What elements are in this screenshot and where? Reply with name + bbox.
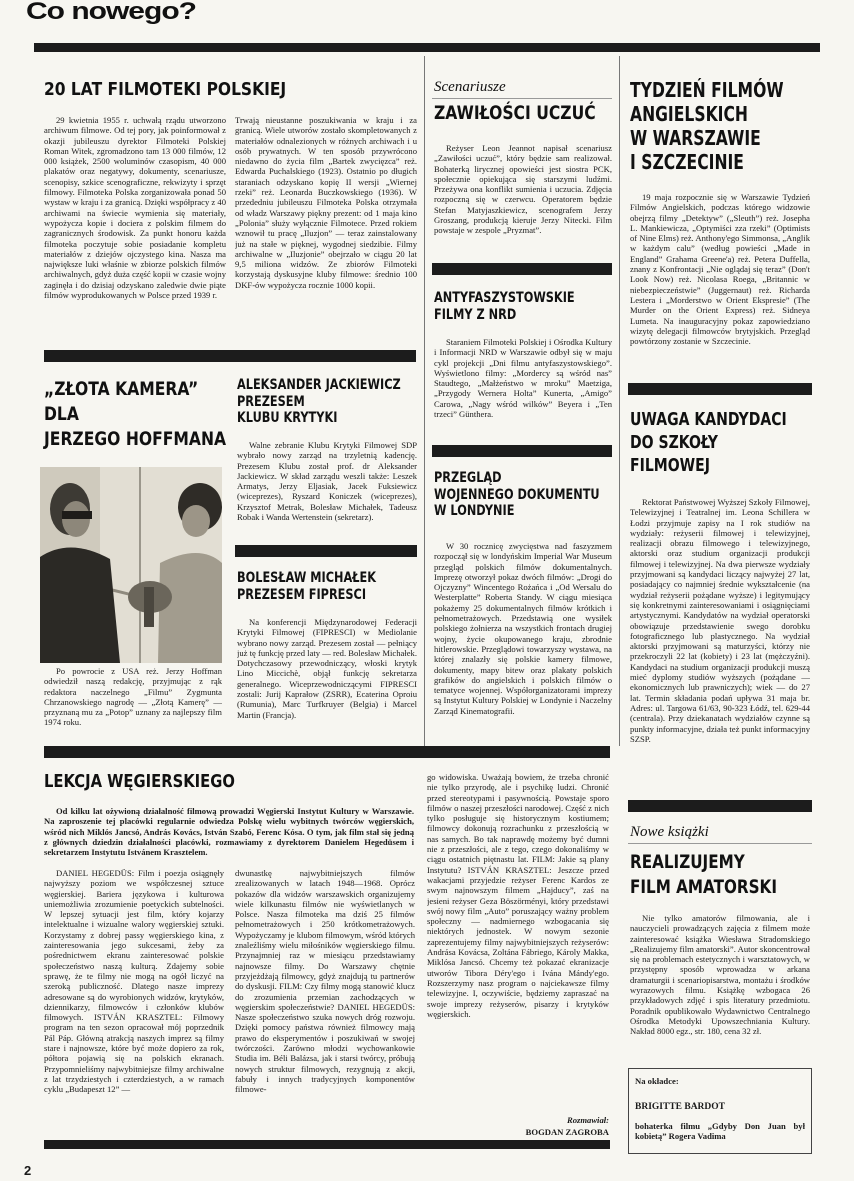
lekcja-text-col1: DANIEL HEGEDÜS: Film i poezja osiągnęły najwyższy poziom we współczesnej sztuce węgierskiej. Bariera językowa i kulturowa uniemożliwia zrozumienie poetyckich subtelności. W lepszej sytuacji jest film, który kojarzy intelektualne i wizualne walory węgierskiej sztuki. Korzystamy z dobrej passy węgierskiego kina, z zainteresowania jego sukcesami, żeby za pośrednictwem ekranu zainteresować polskie społeczeństwo naszą kulturą. Zdajemy sobie sprawę, że te filmy nie mogą na ogół liczyć na szeroką publiczność. Dlatego nasze imprezy adresowane są do wyrobionych widzów, krytyków, dziennikarzy, filmowców i członków klubów filmowych. ISTVÁN KRASZTEL: Filmowy program na ten sezon opracował mój poprzednik Pál Páp. Główną atrakcją naszych imprez są filmy stare i najnowsze, które być może dopiero za rok, półtora pojawią się na polskich ekranach. Przypomnieliśmy najwybitniejsze filmy archiwalne z lat trzydziestych i czterdziestych, a w ramach cyklu „Budapeszt 12” — [44,868,224,1095]
ksiazki-headline: REALIZUJEMY FILM AMATORSKI [630,851,777,898]
michalek-headline: BOLESŁAW MICHAŁEK PREZESEM FIPRESCI [237,570,376,603]
page-number: 2 [24,1163,32,1178]
michalek-text: Na konferencji Międzynarodowej Federacji Krytyki Filmowej (FIPRESCI) w Mediolanie wybrano nowy zarząd. Prezesem został — pełniący już tę funkcję przed laty — red. Bolesław Michałek. Dotychczasowy przewodniczący, włoski krytyk Lino Miccichè, objął funkcję sekretarza generalnego. Wiceprzewodniczącymi FIPRESCI zostali: Jurij Kaprałow (ZSRR), Ecaterina Oproiu (Rumunia), Marc Turfkruyer (Belgia) i Marcel Martin (Francja). [237,617,417,720]
filmoteka-headline: 20 LAT FILMOTEKI POLSKIEJ [44,79,287,100]
lekcja-lead: Od kilku lat ożywioną działalność filmową prowadzi Węgierski Instytut Kultury w Warszawie. Na zaproszenie tej placówki regularnie odwiedza Polskę wielu wybitnych twórców węgierskich, wśród nich Miklós Jancsó, András Kovács, István Szabó, Ferenc Kósa. O tym, jak film stał się jedną z głównych dziedzin działalności placówki, rozmawiamy z dyrektorem Danielem Hegedüsem i sekretarzem Instytutu Istvánem Krasztelem. [44,806,414,858]
londyn-headline: PRZEGLĄD WOJENNEGO DOKUMENTU W LONDYNIE [434,470,600,520]
angielskie-headline: TYDZIEŃ FILMÓW ANGIELSKICH W WARSZAWIE I SZCZECINIE [630,78,784,174]
lekcja-text-col3: go widowiska. Uważają bowiem, że trzeba chronić nie tylko przyrodę, ale i psychikę ludzi. Chronić przed stereotypami i pasywnością. Powstaje sporo filmów o naszej przeszłości narodowej. Część z nich tylko posługuje się historycznym kostiumem; filmowcy dokonują rozrachunku z przeszłością w nas samych. Bo tak naprawdę możemy być dumni nie z przeszłości, ale z tego, czego dokonaliśmy w ciągu ostatnich piętnastu lat. FILM: Jakie są plany Instytutu? ISTVÁN KRASZTEL: Jeszcze przed wakacjami przyjedzie reżyser Ferenc Kardos ze swym najnowszym filmem „Hajducy”, zaś na jesieni reżyser Geza Böszörményi, który przedstawi swój nowy film „Auto” poruszający ważny problem społeczny — nadmiernego wzbogacania się niektórych jednostek. W nowym sezonie zaprezentujemy filmy najwybitniejszych reżyserów: Andrása Kovácsa, Zoltána Fábriego, Károly Makka, Miklósa Jancsó. Chcemy też pokazać ekranizacje utworów Tibora Déry'ego i Ivána Mándy'ego. Rozszerzymy nasz program o najciekawsze filmy telewizyjne. I, oczywiście, będziemy zapraszać na swoje imprezy reżyserów, pisarzy i krytyków węgierskich. [427,772,609,1019]
cover-label: Na okładce: [635,1076,679,1086]
section-bar [628,800,812,812]
londyn-text: W 30 rocznicę zwycięstwa nad faszyzmem rozpoczął się w londyńskim Imperial War Museum przegląd polskich filmów dokumentalnych. Imprezę otworzył pokaz dwóch filmów: „Drogi do Ojczyzny” Wincentego Rożańca i „Od Wersalu do Westerplatte” Roberta Standy. W ciągu miesiąca pokażemy 25 dokumentalnych filmów krótkich i pełnometrażowych. Przedstawią one wysiłek polskiego żołnierza na wszystkich frontach drugiej wojny, życie okupowanego kraju, zbrodnie hitlerowskie. Przeglądowi towarzyszy wystawa, na której znalazły się polskie kamery filmowe, dokumenty, mapy bitew oraz plakaty polskich grafików do angielskich i polskich filmów o tematyce wojennej. Współorganizatorami imprezy są Instytut Kultury Polskiej w Londynie i Naczelny Zarząd Kinematografii. [434,541,612,716]
scenariusze-kicker: Scenariusze [434,79,506,95]
nrd-headline: ANTYFASZYSTOWSKIE FILMY Z NRD [434,290,575,323]
kicker-rule [628,843,812,844]
cover-name: BRIGITTE BARDOT [635,1102,726,1112]
lekcja-headline: LEKCJA WĘGIERSKIEGO [44,771,235,792]
cover-desc: bohaterka filmu „Gdyby Don Juan był kobietą” Rogera Vadima [635,1121,805,1142]
column-divider [424,56,425,746]
kamera-headline: „ZŁOTA KAMERA” DLA JERZEGO HOFFMANA [44,378,227,450]
photo-illustration [40,467,222,663]
filmoteka-text-col1: 29 kwietnia 1955 r. uchwałą rządu utworzono archiwum filmowe. Od tej pory, jak poinformował z okazji jubileuszu dyrektor Filmoteki Polskiej Roman Witek, zgromadzono tam 13 000 filmów, 12 000 książek, 2500 woluminów czasopism, 40 000 plakatów oraz negatywy, dokumenty, scenariusze, scenopisy, szkice scenograficzne, rekwizyty i sprzęt filmowy. Filmoteka Polska zorganizowała ponad 50 wystaw w kraju i za granicą. Dzięki współpracy z 40 archiwami na świecie wymienia się materiały, wypożycza kopie i dociera z polskim filmem do zagranicznych środowisk. Za punkt honoru każda filmoteka poczytuje sobie posiadanie kompletu materiałów z dziejów ojczystego kina. Nasza ma największe luki właśnie w zbiorze polskich filmów archiwalnych, gdyż duża część kopii w czasie wojny zaginęła i do dzisiaj odzyskano zaledwie dwie piąte filmów wyprodukowanych w Polsce przed 1939 r. [44,115,226,301]
column-divider [619,56,620,746]
section-bar [628,383,812,395]
kandydaci-headline: UWAGA KANDYDACI DO SZKOŁY FILMOWEJ [630,409,787,476]
hoffman-award-photo [40,467,222,663]
section-bar [432,445,612,457]
section-bar [44,350,416,362]
jackiewicz-headline: ALEKSANDER JACKIEWICZ PREZESEM KLUBU KRYTYKI [237,377,401,427]
section-bar [235,545,417,557]
lekcja-author: BOGDAN ZAGROBA [525,1127,609,1137]
cover-info-box [628,1068,812,1154]
jackiewicz-text: Walne zebranie Klubu Krytyki Filmowej SDP wybrało nowy zarząd na trzyletnią kadencję. Prezesem Klubu został prof. dr Aleksander Jackiewicz. W skład zarządu weszli także: Leszek Armatys, Jerzy Eljasiak, Jacek Fuksiewicz (wiceprezes), Ryszard Koniczek (wiceprezes), Krzysztof Metrak, Bolesław Michałek, Tadeusz Robak i Wanda Wertenstein (sekretarz). [237,440,417,523]
bottom-rule [44,1140,610,1149]
filmoteka-text-col2: Trwają nieustanne poszukiwania w kraju i za granicą. Wiele utworów zostało skompletowanych z materiałów odnalezionych w różnych archiwach i u osób prywatnych. W ten sposób przywrócono niedawno do życia film „Bartek zwycięzca” reż. Edwarda Puchalskiego (1923). Ostatnio po długich staraniach odzyskano kopię II wersji „Wiernej rzeki” reż. Leonarda Buczkowskiego (1936). W przededniu jubileuszu Filmoteka Polska otrzymała od władz Warszawy piękny prezent: od 1 maja kino „Polonia” służy wyłącznie Filmotece. Przed rokiem wznowił tu pracę „Iluzjon” — teraz zainstalowany już na stałe w pięknej, wygodnej siedzibie. Filmy archiwalne w „Iluzjonie” obejrzało w ciągu 20 lat 9,5 miliona widzów. Ze zbiorów Filmoteki korzystają dyskusyjne kluby filmowe: średnio 100 DKF-ów wypożycza rocznie 1000 kopii. [235,115,417,290]
section-bar [432,263,612,275]
masthead: Co nowego? [26,0,196,25]
ksiazki-text: Nie tylko amatorów filmowania, ale i nauczycieli prowadzących zajęcia z filmem może zainteresować książka Wiesława Stradomskiego „Realizujemy film amatorski”. Autor skoncentrował się na problemach estetycznych i warsztatowych, w przystępny sposób wprowadza w arkana dramaturgii i scenariopisarstwa, montażu i środków wyrazowych filmu. Książkę wzbogaca 26 przykładowych zdjęć i spis literatury przedmiotu. Poradnik opublikowało Wydawnictwo Centralnego Ośrodka Metodyki Upowszechniania Kultury. Nakład 8000 egz., str. 180, cena 32 zł. [630,913,810,1037]
kandydaci-text: Rektorat Państwowej Wyższej Szkoły Filmowej, Telewizyjnej i Teatralnej im. Leona Schillera w Łodzi przyjmuje zapisy na I rok studiów na wydziały: reżyserii filmowej i telewizyjnej, realizacji obrazu filmowego i telewizyjnego, aktorski oraz studium organizacji produkcji filmowej i telewizyjnej. Na dwa pierwsze wydziały przyjmowani są kandydaci liczący najwyżej 27 lat, posiadający co najmniej średnie wykształcenie (na wydział reżyserii pożądane wyższe) i legitymujący się konkretnymi zainteresowaniami i osiągnięciami artystycznymi. Kandydatów na wydział operatorski obowiązuje przedstawienie swego dorobku fotograficznego lub plastycznego. Na wydział aktorski przyjmowani są maturzyści, którzy nie przekroczyli 22 lat (kobiety) i 23 lat (mężczyźni). Kandydaci na studium organizacji produkcji muszą mieć dyplomy studiów wyższych (pożądane — ekonomicznych lub prawniczych); wiek — do 27 lat. Termin składania podań upływa 31 maja br. Adres: ul. Targowa 61/63, 90-323 Łódź, tel. 629-44 (centrala). Przy dziekanatach wydziałów czynne są punkty informacyjne, działa też punkt informacyjny SZSP. [630,497,810,744]
top-rule [34,43,820,52]
ksiazki-kicker: Nowe książki [630,824,709,840]
scenariusze-text: Reżyser Leon Jeannot napisał scenariusz „Zawiłości uczuć”, który będzie sam realizował. Bohaterką lirycznej opowieści jest siostra PCK, społecznie opiekująca się starszymi ludźmi. Przeżywa ona konflikt sumienia i uczucia. Zdjęcia rozpoczną się w czerwcu. Operatorem będzie Stefan Matyjaszkiewicz, scenografem Jerzy Groszang, produkcją kieruje Jerzy Nitecki. Film powstaje w zespole „Pryzmat”. [434,143,612,236]
kamera-caption: Po powrocie z USA reż. Jerzy Hoffman odwiedził naszą redakcję, przyjmując z rąk redaktora naczelnego „Filmu” Zygmunta Chrzanowskiego nagrodę — „Złotą Kamerę” — przyznaną mu za „Potop” uznany za najlepszy film 1974 roku. [44,666,222,728]
kicker-rule [432,98,612,99]
lekcja-text-col2: dwunastkę najwybitniejszych filmów zrealizowanych w latach 1948—1968. Oprócz pokazów dla widzów warszawskich organizujemy wiele kilkunastu filmów nie wyświetlanych w Polsce. Nasza filmoteka ma dziś 25 filmów pełnometrażowych i 250 krótkometrażowych. Wypożyczamy je klubom filmowym, wśród których znaleźliśmy wielu miłośników węgierskiego filmu. Przynajmniej raz w miesiącu przedstawiamy najnowsze filmy. Do Warszawy chętnie przyjeżdżają filmowcy, gdyż znajdują tu partnerów do dyskusji. FILM: Czy filmy mogą stanowić klucz do zrozumienia przemian zachodzących w węgierskim społeczeństwie? DANIEL HEGEDÜS: Nasze społeczeństwo szuka nowych dróg rozwoju. Dzięki pomocy państwa również filmowcy mają prawo do eksperymentów i poszukiwań w swojej twórczości. Zarówno młodzi wychowankowie Studia im. Béli Balázsa, jak i starsi twórcy, próbują nowych struktur filmowych, rezygnują z akcji, fabuły i innych tradycyjnych komponentów filmowe- [235,868,415,1095]
angielskie-text: 19 maja rozpocznie się w Warszawie Tydzień Filmów Angielskich, podczas którego widzowie obejrzą filmy „Detektyw” („Sleuth”) reż. Josepha L. Mankiewicza, „Optymiści zza rzeki” (Optimists of Nine Elms) reż. Anthony'ego Simmonsa, „Anglik w każdym calu” (według powieści „Made in England” Grahama Greene'a) reż. Petera Duffella, znany z Konfrontacji „Nie oglądaj się teraz” (Don't Look Now) reż. Nicolasa Roega, „Britannic w niebezpieczeństwie” (Juggernaut) reż. Richarda Lestera i „Morderstwo w Orient Ekspresie” (The Murder on the Orient Express) reż. Sidneya Lumeta. Na inauguracyjny pokaz zapowiedziano wizytę delegacji filmowców brytyjskich. Przegląd powtórzony zostanie w Szczecinie. [630,192,810,347]
lekcja-signoff: Rozmawiał: [566,1115,609,1125]
scenariusze-headline: ZAWIŁOŚCI UCZUĆ [434,102,596,124]
nrd-text: Staraniem Filmoteki Polskiej i Ośrodka Kultury i Informacji NRD w Warszawie odbył się w maju cykl projekcji „Dni filmu antyfaszystowskiego”. Wyświetlono filmy: „Mordercy są wśród nas” Staudtego, „Małżeństwo w mroku” Maetziga, „Przygody Wernera Holta” Kunerta, „Amigo” Carowa, „Nagy wśród wilków” Beyera i „Ten trzeci” Günthera. [434,337,612,420]
section-bar [44,746,610,758]
